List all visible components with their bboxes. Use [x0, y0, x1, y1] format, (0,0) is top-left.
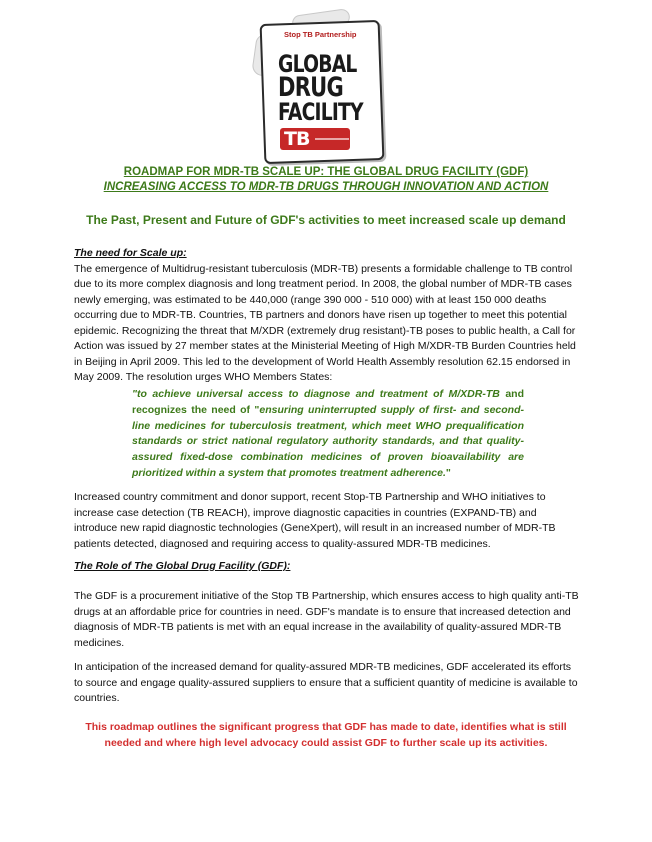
role-heading: The Role of The Global Drug Facility (GDF):: [74, 560, 291, 572]
document-subtitle: INCREASING ACCESS TO MDR-TB DRUGS THROUGH INNOVATION AND ACTION: [103, 181, 549, 193]
resolution-quote: "to achieve universal access to diagnose and treatment of M/XDR-TB and recognizes the need of "ensuring uninterrupted supply of first- and second-line medicines for tuberculosis treatment, which meet WHO prequalification standards or strict national regulatory authority standards, and that quality-assured fixed-dose combination medicines of proven bioavailability are prioritized within a system that promotes treatment adherence.": [132, 388, 525, 479]
logo-line-global: GLOBAL: [278, 50, 357, 78]
increased-commitment-paragraph: Increased country commitment and donor support, recent Stop-TB Partnership and WHO initiatives to increase case detection (TB REACH), improve diagnostic capacities in countries (EXPAND-TB) and introduce new rapid diagnostic technologies (GeneXpert), will result in an increased number of MDR-TB patients detected, diagnosed and requiring access to quality-assured MDR-TB medicines.: [74, 491, 556, 550]
gdf-logo: [252, 10, 398, 162]
tb-badge: TB: [280, 128, 350, 150]
role-paragraph-1: The GDF is a procurement initiative of the Stop TB Partnership, which ensures access to high quality anti-TB drugs at an affordable price for countries in need. GDF's mandate is to ensure that increased detection and diagnosis of MDR-TB patients is met with an equal increase in the availability of quality-assured MDR-TB medicines.: [74, 590, 579, 649]
logo-line-drug: DRUG: [278, 72, 343, 103]
need-heading: The need for Scale up:: [74, 247, 187, 259]
need-paragraph: The emergence of Multidrug-resistant tuberculosis (MDR-TB) presents a formidable challenge to TB control due to its more complex diagnosis and long treatment period. In 2008, the global number of MDR-TB cases newly emerging, was estimated to be 440,000 (range 390 000 - 510 000) with at least 150 000 deaths occurring due to MDR-TB. Countries, TB partners and donors have risen up together to meet this potential epidemic. Recognizing the threat that M/XDR (extremely drug resistant)-TB poses to public health, a Call for Action was issued by 27 member states at the Ministerial Meeting of High M/XDR-TB Burden Countries held in Beijing in April 2009. This led to the development of World Health Assembly resolution 62.15 endorsed in May 2009. The resolution urges WHO Members States:: [74, 262, 576, 383]
need-section: [74, 246, 582, 386]
role-heading-block: [74, 559, 582, 575]
document-title: ROADMAP FOR MDR-TB SCALE UP: THE GLOBAL DRUG FACILITY (GDF): [123, 166, 529, 178]
stop-tb-partnership-mark: Stop TB Partnership: [284, 30, 357, 39]
closing-statement: This roadmap outlines the significant progress that GDF has made to date, identifies what is still needed and where high level advocacy could assist GDF to further scale up its activities.: [85, 721, 567, 749]
logo-line-facility: FACILITY: [278, 98, 363, 126]
section-banner: The Past, Present and Future of GDF's activities to meet increased scale up demand: [86, 213, 566, 227]
role-paragraph-2: In anticipation of the increased demand for quality-assured MDR-TB medicines, GDF accelerated its efforts to source and engage quality-assured suppliers to ensure that a sufficient quantity of medicine is available to countries.: [74, 661, 578, 704]
